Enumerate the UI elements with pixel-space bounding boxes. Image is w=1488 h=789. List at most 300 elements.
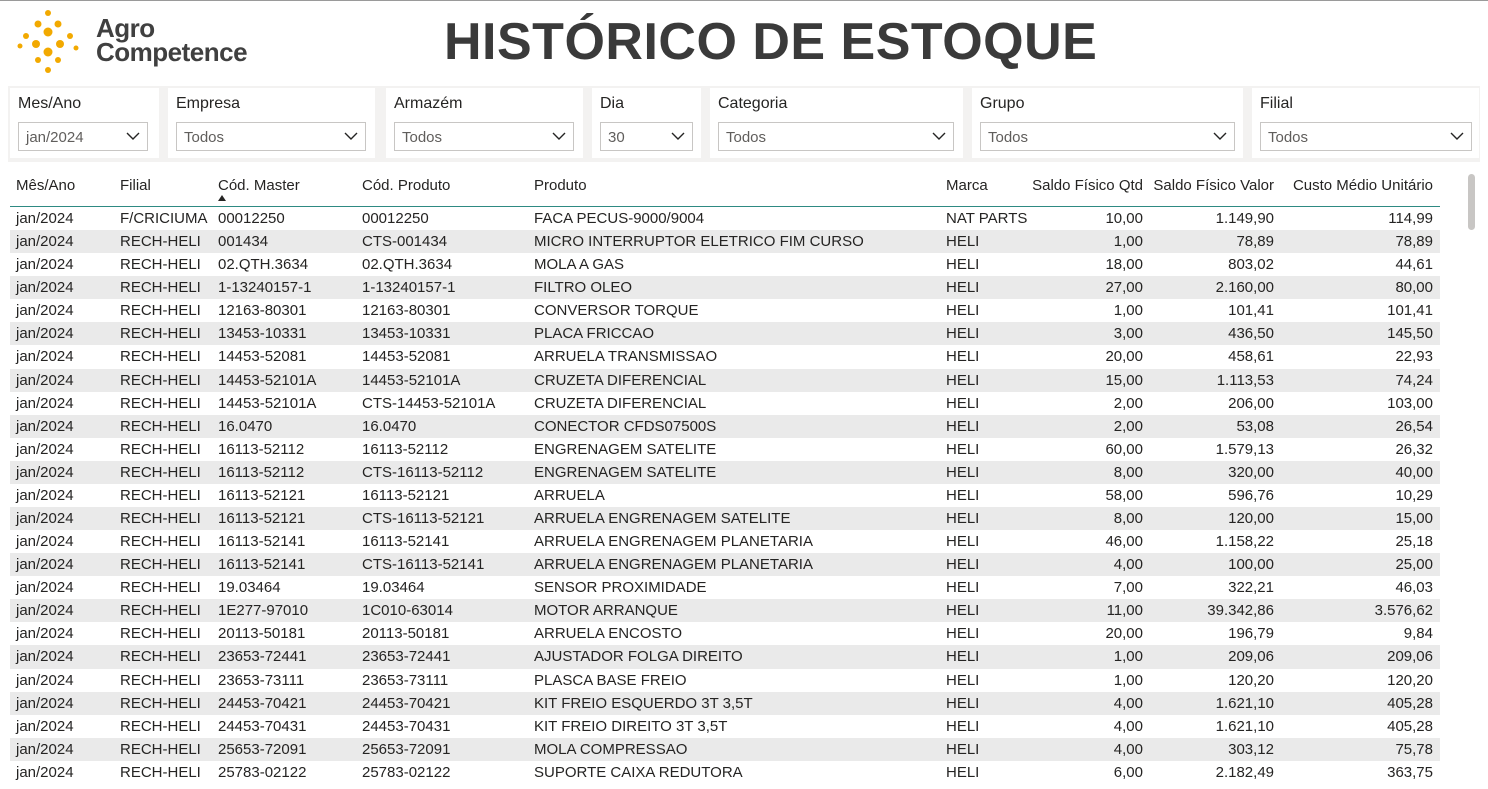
cell-filial: RECH-HELI (120, 440, 201, 458)
cell-filial: RECH-HELI (120, 302, 201, 320)
cell-cod-master: 16113-52141 (218, 556, 306, 574)
cell-custo-medio: 26,32 (1395, 440, 1433, 458)
table-row[interactable] (10, 484, 1440, 507)
chevron-down-icon (552, 131, 566, 141)
cell-produto: MOLA COMPRESSAO (534, 740, 688, 758)
cell-cod-produto: 02.QTH.3634 (362, 256, 453, 274)
cell-cod-produto: 25653-72091 (362, 740, 451, 758)
cell-cod-master: 16113-52121 (218, 486, 306, 504)
cell-saldo-qtd: 4,00 (1113, 740, 1143, 758)
slicer-empresa-dropdown[interactable] (176, 122, 366, 151)
column-header-produto[interactable]: Produto (534, 177, 587, 194)
cell-custo-medio: 26,54 (1395, 417, 1433, 435)
column-header-filial[interactable]: Filial (120, 177, 151, 194)
cell-produto: ENGRENAGEM SATELITE (534, 440, 717, 458)
cell-saldo-qtd: 7,00 (1113, 579, 1143, 597)
slicer-value: Todos (726, 129, 767, 146)
cell-marca: HELI (946, 694, 980, 712)
cell-saldo-valor: 120,20 (1228, 671, 1274, 689)
cell-cod-master: 13453-10331 (218, 325, 307, 343)
cell-saldo-qtd: 46,00 (1105, 533, 1143, 551)
cell-produto: MICRO INTERRUPTOR ELETRICO FIM CURSO (534, 233, 864, 251)
cell-custo-medio: 74,24 (1395, 371, 1433, 389)
cell-marca: HELI (946, 510, 980, 528)
cell-produto: FACA PECUS-9000/9004 (534, 210, 705, 227)
cell-marca: HELI (946, 763, 980, 781)
cell-produto: MOTOR ARRANQUE (534, 602, 678, 620)
slicer-mes-ano (10, 88, 159, 158)
cell-mes-ano: jan/2024 (16, 579, 74, 597)
cell-marca: NAT PARTS (946, 210, 1028, 227)
cell-produto: AJUSTADOR FOLGA DIREITO (534, 648, 743, 666)
cell-cod-produto: 24453-70421 (362, 694, 451, 712)
table-row[interactable] (10, 761, 1440, 784)
cell-cod-produto: 12163-80301 (362, 302, 451, 320)
table-row[interactable] (10, 392, 1440, 415)
cell-filial: RECH-HELI (120, 325, 201, 343)
table-grid (10, 166, 1440, 784)
cell-produto: SENSOR PROXIMIDADE (534, 579, 707, 597)
chevron-down-icon (126, 131, 140, 141)
cell-produto: SUPORTE CAIXA REDUTORA (534, 763, 743, 781)
cell-saldo-qtd: 10,00 (1105, 210, 1143, 227)
table-row[interactable] (10, 715, 1440, 738)
slicer-grupo (972, 88, 1243, 158)
slicer-label: Filial (1260, 95, 1293, 112)
slicer-dia-dropdown[interactable] (600, 122, 693, 151)
cell-filial: RECH-HELI (120, 556, 201, 574)
logo-line-1: Agro (96, 13, 155, 43)
cell-saldo-valor: 803,02 (1228, 256, 1274, 274)
cell-saldo-qtd: 4,00 (1113, 694, 1143, 712)
cell-cod-master: 24453-70421 (218, 694, 307, 712)
cell-marca: HELI (946, 302, 980, 320)
table-row[interactable] (10, 622, 1440, 645)
slicer-value: jan/2024 (26, 129, 84, 146)
scrollbar-thumb[interactable] (1468, 174, 1475, 230)
cell-custo-medio: 209,06 (1387, 648, 1433, 666)
cell-mes-ano: jan/2024 (16, 717, 74, 735)
cell-mes-ano: jan/2024 (16, 763, 74, 781)
cell-saldo-valor: 120,00 (1228, 510, 1274, 528)
cell-saldo-valor: 320,00 (1228, 463, 1274, 481)
cell-produto: ARRUELA ENGRENAGEM PLANETARIA (534, 533, 813, 551)
cell-custo-medio: 40,00 (1395, 463, 1433, 481)
cell-cod-produto: 16113-52141 (362, 533, 450, 551)
cell-mes-ano: jan/2024 (16, 740, 74, 758)
cell-mes-ano: jan/2024 (16, 394, 74, 412)
cell-custo-medio: 46,03 (1395, 579, 1433, 597)
cell-mes-ano: jan/2024 (16, 486, 74, 504)
slicer-value: 30 (608, 129, 625, 146)
cell-cod-master: 14453-52101A (218, 394, 317, 412)
slicer-label: Categoria (718, 95, 788, 112)
cell-produto: CONVERSOR TORQUE (534, 302, 699, 320)
slicer-armazem-dropdown[interactable] (394, 122, 574, 151)
column-header-saldo-qtd[interactable]: Saldo Físico Qtd (1032, 177, 1143, 194)
cell-marca: HELI (946, 348, 980, 366)
table-row[interactable] (10, 692, 1440, 715)
vertical-scrollbar[interactable] (1466, 172, 1476, 782)
cell-saldo-valor: 1.158,22 (1215, 533, 1274, 551)
cell-marca: HELI (946, 417, 980, 435)
slicer-value: Todos (402, 129, 443, 146)
cell-cod-produto: 19.03464 (362, 579, 425, 597)
cell-marca: HELI (946, 371, 980, 389)
cell-marca: HELI (946, 463, 980, 481)
cell-custo-medio: 25,00 (1395, 556, 1433, 574)
cell-produto: MOLA A GAS (534, 256, 625, 274)
cell-custo-medio: 101,41 (1387, 302, 1433, 320)
cell-mes-ano: jan/2024 (16, 694, 74, 712)
cell-cod-produto: CTS-001434 (362, 233, 448, 251)
cell-filial: RECH-HELI (120, 694, 201, 712)
cell-saldo-qtd: 20,00 (1105, 625, 1143, 643)
cell-saldo-valor: 1.579,13 (1215, 440, 1274, 458)
cell-filial: RECH-HELI (120, 533, 201, 551)
cell-saldo-valor: 206,00 (1228, 394, 1274, 412)
cell-produto: ARRUELA ENCOSTO (534, 625, 683, 643)
table-row[interactable] (10, 230, 1440, 253)
cell-mes-ano: jan/2024 (16, 348, 74, 366)
slicer-empresa (168, 88, 375, 158)
cell-cod-master: 23653-72441 (218, 648, 307, 666)
cell-saldo-qtd: 4,00 (1113, 556, 1143, 574)
cell-saldo-valor: 78,89 (1236, 233, 1274, 251)
cell-saldo-qtd: 1,00 (1113, 302, 1143, 320)
cell-saldo-qtd: 3,00 (1113, 325, 1143, 343)
cell-saldo-qtd: 18,00 (1105, 256, 1143, 274)
cell-produto: KIT FREIO ESQUERDO 3T 3,5T (534, 694, 753, 712)
cell-filial: RECH-HELI (120, 510, 201, 528)
cell-saldo-qtd: 2,00 (1113, 417, 1143, 435)
slicer-value: Todos (1268, 129, 1309, 146)
cell-mes-ano: jan/2024 (16, 602, 74, 620)
cell-marca: HELI (946, 556, 980, 574)
cell-filial: RECH-HELI (120, 233, 201, 251)
cell-saldo-qtd: 2,00 (1113, 394, 1143, 412)
cell-custo-medio: 363,75 (1387, 763, 1433, 781)
cell-filial: RECH-HELI (120, 717, 201, 735)
slicer-label: Mes/Ano (18, 95, 82, 112)
chevron-down-icon (1213, 131, 1227, 141)
column-header-cod-master[interactable]: Cód. Master (218, 177, 300, 194)
slicer-mes-ano-dropdown[interactable] (18, 122, 148, 151)
cell-cod-produto: 00012250 (362, 210, 429, 227)
cell-custo-medio: 75,78 (1395, 740, 1433, 758)
agro-competence-logo (14, 8, 274, 80)
table-body (10, 207, 1440, 784)
cell-saldo-valor: 101,41 (1228, 302, 1274, 320)
cell-cod-produto: CTS-16113-52112 (362, 463, 484, 481)
slicer-categoria (710, 88, 963, 158)
column-header-saldo-valor[interactable]: Saldo Físico Valor (1153, 177, 1274, 194)
table-row[interactable] (10, 415, 1440, 438)
cell-saldo-valor: 1.621,10 (1215, 694, 1274, 712)
cell-saldo-valor: 458,61 (1228, 348, 1274, 366)
cell-saldo-qtd: 20,00 (1105, 348, 1143, 366)
cell-saldo-valor: 596,76 (1228, 486, 1274, 504)
cell-marca: HELI (946, 325, 980, 343)
cell-cod-master: 25783-02122 (218, 763, 307, 781)
chevron-down-icon (344, 131, 358, 141)
cell-mes-ano: jan/2024 (16, 533, 74, 551)
cell-mes-ano: jan/2024 (16, 325, 74, 343)
cell-marca: HELI (946, 279, 980, 297)
cell-produto: PLASCA BASE FREIO (534, 671, 687, 689)
cell-produto: ARRUELA (534, 486, 605, 504)
cell-cod-master: 16113-52141 (218, 533, 306, 551)
cell-cod-master: 14453-52081 (218, 348, 307, 366)
cell-saldo-valor: 1.149,90 (1215, 210, 1274, 227)
logo-dots-icon (14, 8, 94, 80)
cell-cod-produto: 23653-73111 (362, 671, 449, 689)
cell-filial: RECH-HELI (120, 740, 201, 758)
cell-produto: KIT FREIO DIREITO 3T 3,5T (534, 717, 728, 735)
cell-produto: ARRUELA ENGRENAGEM PLANETARIA (534, 556, 813, 574)
cell-saldo-valor: 2.182,49 (1215, 763, 1274, 781)
cell-saldo-qtd: 58,00 (1105, 486, 1143, 504)
cell-cod-produto: CTS-16113-52141 (362, 556, 485, 574)
cell-saldo-valor: 2.160,00 (1215, 279, 1274, 297)
cell-custo-medio: 44,61 (1395, 256, 1433, 274)
table-row[interactable] (10, 253, 1440, 276)
cell-filial: RECH-HELI (120, 648, 201, 666)
cell-filial: RECH-HELI (120, 579, 201, 597)
cell-filial: RECH-HELI (120, 256, 201, 274)
table-row[interactable] (10, 530, 1440, 553)
cell-filial: RECH-HELI (120, 602, 201, 620)
cell-mes-ano: jan/2024 (16, 510, 74, 528)
cell-mes-ano: jan/2024 (16, 371, 74, 389)
column-header-custo-medio[interactable]: Custo Médio Unitário (1292, 177, 1433, 194)
cell-cod-produto: 14453-52101A (362, 371, 461, 389)
slicer-filial (1252, 88, 1479, 158)
cell-cod-master: 16113-52112 (218, 440, 305, 458)
cell-custo-medio: 78,89 (1395, 233, 1433, 251)
cell-cod-master: 20113-50181 (218, 625, 306, 643)
cell-cod-produto: 13453-10331 (362, 325, 451, 343)
cell-saldo-valor: 1.621,10 (1215, 717, 1274, 735)
cell-mes-ano: jan/2024 (16, 556, 74, 574)
cell-mes-ano: jan/2024 (16, 671, 74, 689)
cell-saldo-qtd: 15,00 (1105, 371, 1143, 389)
cell-cod-master: 23653-73111 (218, 671, 305, 689)
cell-custo-medio: 15,00 (1395, 510, 1433, 528)
cell-cod-master: 16113-52121 (218, 510, 306, 528)
cell-mes-ano: jan/2024 (16, 648, 74, 666)
cell-filial: RECH-HELI (120, 763, 201, 781)
cell-marca: HELI (946, 256, 980, 274)
slicer-grupo-dropdown[interactable] (980, 122, 1235, 151)
cell-cod-master: 16113-52112 (218, 463, 305, 481)
cell-custo-medio: 10,29 (1395, 486, 1433, 504)
cell-cod-produto: 25783-02122 (362, 763, 451, 781)
cell-cod-produto: 20113-50181 (362, 625, 450, 643)
cell-cod-produto: CTS-16113-52121 (362, 510, 485, 528)
slicer-value: Todos (184, 129, 225, 146)
cell-filial: RECH-HELI (120, 671, 201, 689)
cell-cod-produto: 16113-52121 (362, 486, 450, 504)
table-row[interactable] (10, 576, 1440, 599)
cell-saldo-qtd: 11,00 (1106, 602, 1143, 620)
cell-marca: HELI (946, 486, 980, 504)
cell-cod-produto: 1C010-63014 (362, 602, 453, 620)
column-header-mes-ano[interactable]: Mês/Ano (16, 177, 76, 194)
cell-produto: ARRUELA ENGRENAGEM SATELITE (534, 510, 791, 528)
cell-saldo-qtd: 8,00 (1113, 510, 1143, 528)
table-row[interactable] (10, 322, 1440, 345)
cell-marca: HELI (946, 579, 980, 597)
cell-saldo-valor: 100,00 (1228, 556, 1274, 574)
cell-custo-medio: 9,84 (1403, 625, 1433, 643)
cell-marca: HELI (946, 233, 980, 251)
cell-marca: HELI (946, 648, 980, 666)
cell-produto: ARRUELA TRANSMISSAO (534, 348, 718, 366)
cell-cod-produto: 16113-52112 (362, 440, 449, 458)
cell-mes-ano: jan/2024 (16, 233, 74, 251)
chevron-down-icon (671, 131, 685, 141)
cell-marca: HELI (946, 671, 980, 689)
cell-filial: RECH-HELI (120, 394, 201, 412)
table-row[interactable] (10, 669, 1440, 692)
cell-mes-ano: jan/2024 (16, 302, 74, 320)
page-title: HISTÓRICO DE ESTOQUE (444, 13, 1098, 71)
table-row[interactable] (10, 369, 1440, 392)
table-row[interactable] (10, 645, 1440, 668)
cell-cod-master: 001434 (218, 233, 269, 251)
column-header-cod-produto[interactable]: Cód. Produto (362, 177, 451, 194)
table-row[interactable] (10, 507, 1440, 530)
cell-saldo-valor: 1.113,53 (1216, 371, 1274, 389)
cell-cod-produto: 16.0470 (362, 417, 417, 435)
cell-custo-medio: 405,28 (1387, 694, 1433, 712)
slicer-label: Empresa (176, 95, 241, 112)
table-row[interactable] (10, 438, 1440, 461)
cell-cod-produto: CTS-14453-52101A (362, 394, 496, 412)
table-header (10, 166, 1440, 207)
cell-custo-medio: 3.576,62 (1374, 602, 1433, 620)
cell-saldo-qtd: 6,00 (1113, 763, 1143, 781)
cell-marca: HELI (946, 394, 980, 412)
cell-saldo-valor: 39.342,86 (1207, 602, 1274, 620)
cell-produto: CRUZETA DIFERENCIAL (534, 371, 707, 389)
cell-mes-ano: jan/2024 (16, 210, 74, 227)
cell-cod-produto: 23653-72441 (362, 648, 451, 666)
table-row[interactable] (10, 345, 1440, 368)
cell-saldo-valor: 322,21 (1228, 579, 1274, 597)
cell-marca: HELI (946, 533, 980, 551)
table-row[interactable] (10, 553, 1440, 576)
cell-custo-medio: 25,18 (1395, 533, 1433, 551)
cell-filial: F/CRICIUMA (120, 210, 208, 227)
cell-filial: RECH-HELI (120, 417, 201, 435)
chevron-down-icon (932, 131, 946, 141)
cell-saldo-qtd: 1,00 (1113, 233, 1143, 251)
cell-cod-master: 12163-80301 (218, 302, 307, 320)
cell-custo-medio: 22,93 (1395, 348, 1433, 366)
cell-mes-ano: jan/2024 (16, 440, 74, 458)
slicer-categoria-dropdown[interactable] (718, 122, 954, 151)
cell-cod-produto: 1-13240157-1 (362, 279, 456, 297)
cell-cod-produto: 14453-52081 (362, 348, 451, 366)
cell-filial: RECH-HELI (120, 371, 201, 389)
cell-cod-master: 16.0470 (218, 417, 273, 435)
cell-produto: CRUZETA DIFERENCIAL (534, 394, 707, 412)
sort-ascending-icon (218, 195, 226, 201)
cell-produto: ENGRENAGEM SATELITE (534, 463, 717, 481)
cell-marca: HELI (946, 625, 980, 643)
cell-saldo-qtd: 1,00 (1113, 648, 1143, 666)
cell-mes-ano: jan/2024 (16, 417, 74, 435)
cell-saldo-valor: 303,12 (1228, 740, 1274, 758)
cell-saldo-valor: 436,50 (1228, 325, 1274, 343)
cell-mes-ano: jan/2024 (16, 463, 74, 481)
cell-saldo-qtd: 60,00 (1105, 440, 1143, 458)
cell-saldo-qtd: 1,00 (1113, 671, 1143, 689)
slicer-value: Todos (988, 129, 1029, 146)
cell-produto: PLACA FRICCAO (534, 325, 655, 343)
cell-produto: CONECTOR CFDS07500S (534, 417, 717, 435)
cell-saldo-valor: 53,08 (1236, 417, 1274, 435)
cell-saldo-valor: 209,06 (1228, 648, 1274, 666)
cell-marca: HELI (946, 717, 980, 735)
column-header-marca[interactable]: Marca (946, 177, 988, 194)
cell-filial: RECH-HELI (120, 279, 201, 297)
cell-mes-ano: jan/2024 (16, 256, 74, 274)
cell-cod-master: 02.QTH.3634 (218, 256, 309, 274)
cell-saldo-qtd: 4,00 (1113, 717, 1143, 735)
table-row[interactable] (10, 599, 1440, 622)
cell-produto: FILTRO OLEO (534, 279, 633, 297)
cell-custo-medio: 120,20 (1387, 671, 1433, 689)
chevron-down-icon (1450, 131, 1464, 141)
cell-saldo-qtd: 27,00 (1105, 279, 1143, 297)
cell-saldo-valor: 196,79 (1228, 625, 1274, 643)
logo-line-2: Competence (96, 37, 248, 67)
table-row[interactable] (10, 299, 1440, 322)
table-row[interactable] (10, 207, 1440, 230)
cell-marca: HELI (946, 602, 980, 620)
cell-saldo-qtd: 8,00 (1113, 463, 1143, 481)
slicer-filial-dropdown[interactable] (1260, 122, 1472, 151)
cell-custo-medio: 145,50 (1387, 325, 1433, 343)
cell-custo-medio: 80,00 (1395, 279, 1433, 297)
table-row[interactable] (10, 461, 1440, 484)
cell-filial: RECH-HELI (120, 348, 201, 366)
slicer-dia (592, 88, 701, 158)
slicer-armazem (386, 88, 583, 158)
cell-cod-master: 1-13240157-1 (218, 279, 312, 297)
cell-cod-master: 14453-52101A (218, 371, 317, 389)
cell-filial: RECH-HELI (120, 625, 201, 643)
cell-filial: RECH-HELI (120, 463, 201, 481)
cell-marca: HELI (946, 740, 980, 758)
table-row[interactable] (10, 738, 1440, 761)
slicer-label: Grupo (980, 95, 1025, 112)
cell-cod-produto: 24453-70431 (362, 717, 451, 735)
cell-cod-master: 19.03464 (218, 579, 281, 597)
cell-mes-ano: jan/2024 (16, 625, 74, 643)
slicer-label: Armazém (394, 95, 463, 112)
cell-cod-master: 25653-72091 (218, 740, 307, 758)
slicer-label: Dia (600, 95, 625, 112)
cell-marca: HELI (946, 440, 980, 458)
cell-mes-ano: jan/2024 (16, 279, 74, 297)
cell-custo-medio: 103,00 (1387, 394, 1433, 412)
table-row[interactable] (10, 276, 1440, 299)
stock-history-table (8, 166, 1480, 789)
